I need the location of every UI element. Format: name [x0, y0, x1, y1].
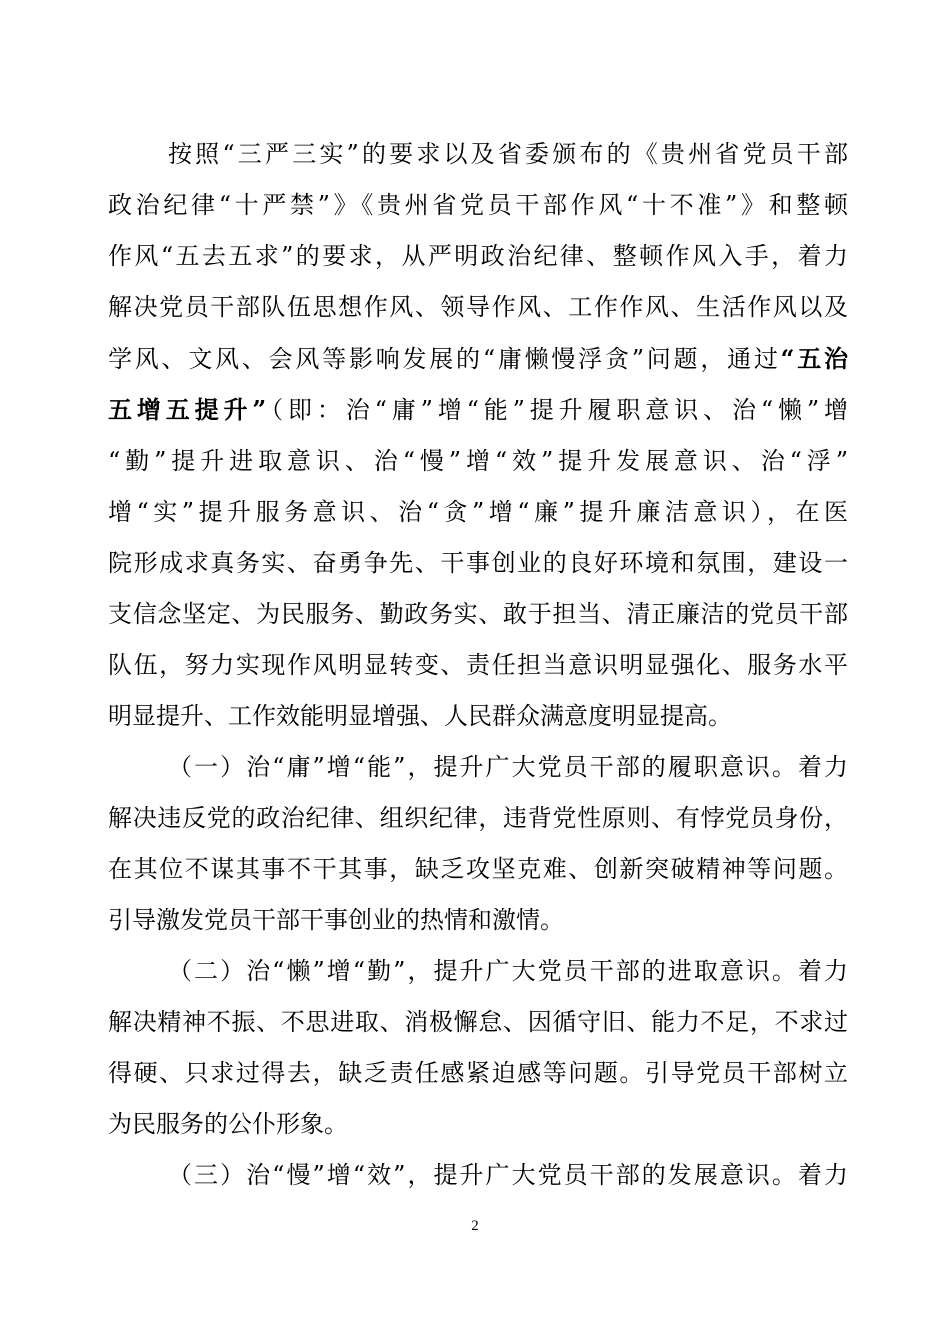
paragraph-line: 为民服务的公仆形象。 [108, 1110, 348, 1138]
section-heading-line: （二）治“懒”增“勤”，提升广大党员干部的进取意识。着力 [168, 957, 848, 985]
paragraph-line: 增“实”提升服务意识、治“贪”增“廉”提升廉洁意识），在医 [108, 498, 848, 526]
paragraph-line: 政治纪律“十严禁”》《贵州省党员干部作风“十不准”》和整顿 [108, 191, 848, 219]
paragraph-line [108, 387, 848, 433]
paragraph-line: 明显提升、工作效能明显增强、人民群众满意度明显提高。 [108, 702, 732, 730]
paragraph-line [108, 336, 848, 382]
paragraph-line: 院形成求真务实、奋勇争先、干事创业的良好环境和氛围，建设一 [108, 549, 848, 577]
paragraph-line: 解决党员干部队伍思想作风、领导作风、工作作风、生活作风以及 [108, 293, 848, 321]
paragraph-line: “勤”提升进取意识、治“慢”增“效”提升发展意识、治“浮” [108, 447, 848, 475]
section-heading-line: （三）治“慢”增“效”，提升广大党员干部的发展意识。着力 [168, 1161, 848, 1189]
paragraph-line: 作风“五去五求”的要求，从严明政治纪律、整顿作风入手，着力 [108, 242, 848, 270]
bold-text-run: “五治 [780, 344, 848, 373]
paragraph-line: 解决违反党的政治纪律、组织纪律，违背党性原则、有悖党员身份， [108, 804, 848, 832]
paragraph-line: 得硬、只求过得去，缺乏责任感紧迫感等问题。引导党员干部树立 [108, 1059, 848, 1087]
section-heading-line: （一）治“庸”增“能”，提升广大党员干部的履职意识。着力 [168, 753, 848, 781]
paragraph-line: 按照“三严三实”的要求以及省委颁布的《贵州省党员干部 [168, 140, 848, 168]
bold-text-run: 五增五提升” [108, 395, 267, 424]
text-run: （即：治“庸”增“能”提升履职意识、治“懒”增 [266, 396, 848, 424]
page-number: 2 [471, 1218, 479, 1234]
text-run: 学风、文风、会风等影响发展的“庸懒慢浮贪”问题，通过 [108, 345, 781, 373]
paragraph-line: 支信念坚定、为民服务、勤政务实、敢于担当、清正廉洁的党员干部 [108, 600, 848, 628]
paragraph-line: 解决精神不振、不思进取、消极懈怠、因循守旧、能力不足，不求过 [108, 1008, 848, 1036]
paragraph-line: 队伍，努力实现作风明显转变、责任担当意识明显强化、服务水平 [108, 651, 848, 679]
paragraph-line: 引导激发党员干部干事创业的热情和激情。 [108, 906, 564, 934]
paragraph-line: 在其位不谋其事不干其事，缺乏攻坚克难、创新突破精神等问题。 [108, 855, 848, 883]
